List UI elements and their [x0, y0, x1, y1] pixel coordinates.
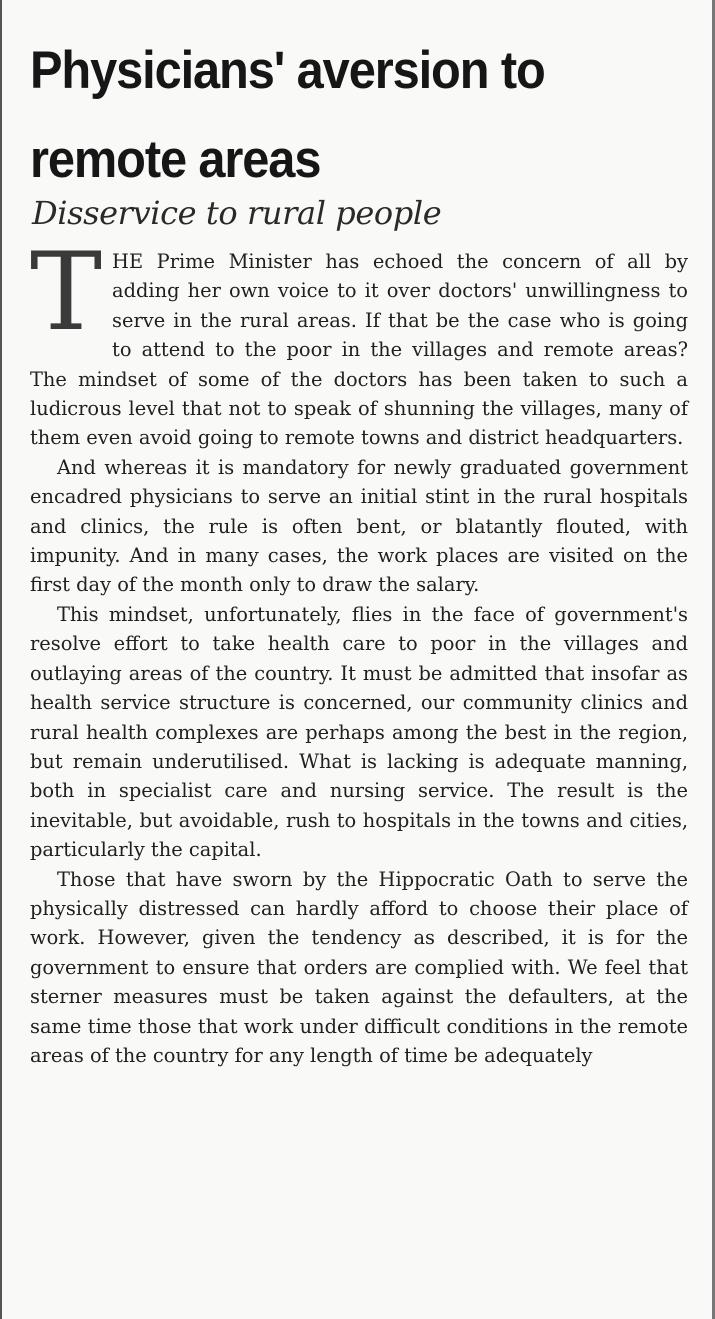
article-paragraph-2: And whereas it is mandatory for newly graduated government encadred physicians to serve an initial stint in the rural hospitals and clinics, the rule is often bent, or blatantly flouted, with impunity. And in many cases, the work places are visited on the first day of the month only to draw the salary.: [30, 455, 688, 597]
drop-cap: T: [30, 230, 103, 355]
article-headline: Physicians' aversion to remote areas: [30, 41, 545, 189]
article-paragraph-3: This mindset, unfortunately, flies in the face of government's resolve effort to take health care to poor in the villages and outlaying areas of the country. It must be admitted that insofar as health service structure is concerned, our community clinics and rural health complexes are perhaps among the best in the region, but remain underutilised. What is lacking is adequate manning, both in specialist care and nursing service. The result is the inevitable, but avoidable, rush to hospitals in the towns and cities, particularly the capital.: [30, 602, 688, 862]
article-body: [30, 230, 688, 1070]
article-subheadline: Disservice to rural people: [32, 194, 442, 232]
article-paragraph-1: [30, 230, 688, 453]
article-lead-text: HE Prime Minister has echoed the concern of all by adding her own voice to it over doctors' unwillingness to serve in the rural areas. If that be the case who is going to attend to the poor in the villages and remote areas? The mindset of some of the doctors has been taken to such a ludicrous level that not to speak of shunning the villages, many of them even avoid going to remote towns and district headquarters.: [30, 250, 688, 450]
article-paragraph-4: Those that have sworn by the Hippocratic Oath to serve the physically distressed can hardly afford to choose their place of work. However, given the tendency as described, it is for the government to ensure that orders are complied with. We feel that sterner measures must be taken against the defaulters, at the same time those that work under difficult conditions in the remote areas of the country for any length of time be adequately: [30, 867, 688, 1067]
